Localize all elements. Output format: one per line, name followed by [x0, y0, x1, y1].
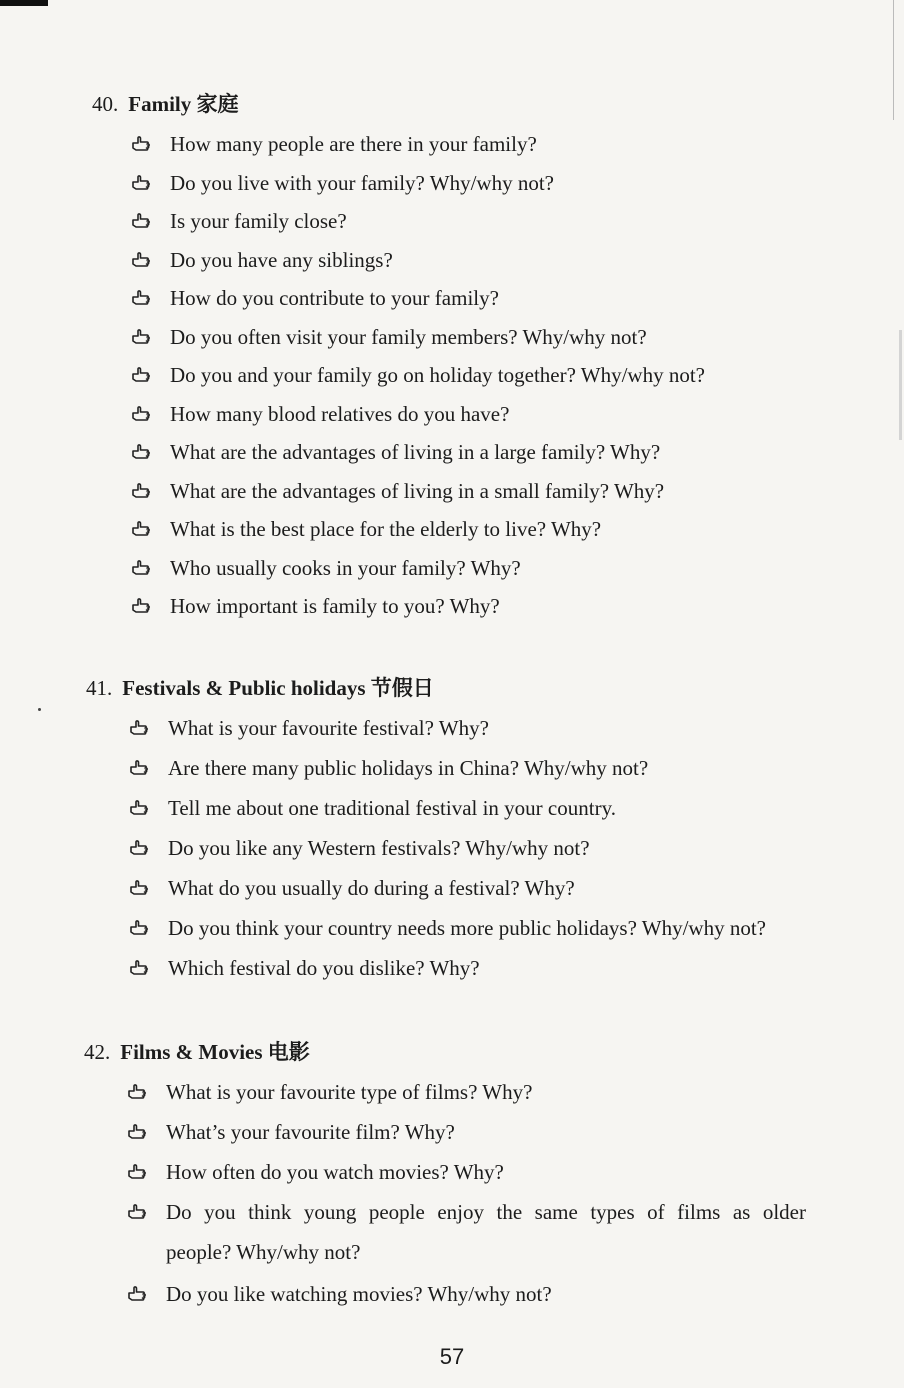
question-text: Do you think young people enjoy the same types of films as older	[166, 1200, 806, 1224]
question-text: Do you think your country needs more public holidays? Why/why not?	[168, 916, 767, 940]
pointing-hand-icon	[130, 173, 152, 195]
question-text: How often do you watch movies? Why?	[166, 1160, 504, 1184]
question-item	[130, 132, 537, 156]
question-text: Tell me about one traditional festival in your country.	[168, 796, 616, 820]
question-item	[128, 796, 616, 820]
page-number: 57	[439, 1344, 465, 1369]
question-text: What is the best place for the elderly to live? Why?	[170, 517, 602, 541]
question-item	[130, 556, 521, 580]
scan-edge-line	[893, 0, 894, 120]
question-item	[130, 325, 647, 349]
question-item	[130, 286, 499, 310]
pointing-hand-icon	[126, 1122, 148, 1144]
question-item	[126, 1282, 552, 1306]
question-text: Are there many public holidays in China? Why/why not?	[168, 756, 649, 780]
question-text: How many people are there in your family?	[170, 132, 537, 156]
question-text: What is your favourite type of films? Why?	[166, 1080, 533, 1104]
question-item	[128, 756, 648, 780]
section-title: Festivals & Public holidays 节假日	[122, 676, 434, 700]
pointing-hand-icon	[130, 558, 152, 580]
question-item	[130, 440, 660, 464]
question-item	[126, 1080, 532, 1104]
question-text: How important is family to you? Why?	[170, 594, 500, 618]
question-item	[128, 836, 590, 860]
question-text: Do you have any siblings?	[170, 247, 393, 272]
pointing-hand-icon	[128, 878, 150, 900]
question-text: Is your family close?	[170, 209, 347, 233]
section-heading-films	[84, 1036, 310, 1066]
question-item	[130, 479, 664, 503]
pointing-hand-icon	[128, 798, 150, 820]
question-text: Do you and your family go on holiday together? Why/why not?	[170, 363, 706, 387]
pointing-hand-icon	[130, 211, 152, 233]
question-text: How do you contribute to your family?	[170, 286, 499, 310]
pointing-hand-icon	[130, 404, 152, 426]
section-number: 41.	[86, 676, 113, 700]
question-text: What is your favourite festival? Why?	[168, 716, 489, 740]
question-item	[130, 209, 347, 233]
pointing-hand-icon	[126, 1162, 148, 1184]
pointing-hand-icon	[130, 596, 152, 618]
pointing-hand-icon	[128, 718, 150, 740]
pointing-hand-icon	[128, 838, 150, 860]
question-item	[130, 517, 601, 541]
question-item	[128, 916, 766, 940]
pointing-hand-icon	[130, 327, 152, 349]
pointing-hand-icon	[128, 958, 150, 980]
question-text: Who usually cooks in your family? Why?	[170, 555, 521, 580]
question-item	[130, 363, 705, 387]
question-item	[130, 402, 509, 426]
pointing-hand-icon	[130, 250, 152, 272]
pointing-hand-icon	[130, 134, 152, 156]
section-title: Films & Movies 电影	[120, 1040, 310, 1064]
pointing-hand-icon	[130, 288, 152, 310]
pointing-hand-icon	[126, 1202, 148, 1224]
question-item	[128, 876, 575, 900]
section-heading-family	[92, 88, 239, 118]
question-item	[126, 1200, 806, 1224]
question-text: What’s your favourite film? Why?	[166, 1120, 455, 1144]
question-text: Do you live with your family? Why/why not?	[170, 170, 554, 195]
question-item	[130, 171, 554, 195]
question-item	[128, 956, 480, 980]
question-text: Do you like watching movies? Why/why not?	[166, 1282, 552, 1306]
scan-edge-shadow	[899, 330, 902, 440]
pointing-hand-icon	[130, 442, 152, 464]
question-continuation: people? Why/why not?	[166, 1240, 361, 1264]
pointing-hand-icon	[126, 1284, 148, 1306]
question-text: What do you usually do during a festival? Why?	[168, 876, 575, 900]
question-item	[130, 248, 393, 272]
section-heading-festivals	[86, 672, 434, 702]
pointing-hand-icon	[130, 481, 152, 503]
pointing-hand-icon	[130, 519, 152, 541]
pointing-hand-icon	[126, 1082, 148, 1104]
section-title: Family 家庭	[128, 92, 239, 116]
question-text: Do you like any Western festivals? Why/why not?	[168, 836, 590, 860]
pointing-hand-icon	[128, 918, 150, 940]
scan-edge-mark	[0, 0, 48, 6]
question-text: Which festival do you dislike? Why?	[168, 956, 480, 980]
pointing-hand-icon	[128, 758, 150, 780]
question-text: How many blood relatives do you have?	[170, 401, 510, 426]
question-item	[130, 594, 500, 618]
question-text: What are the advantages of living in a small family? Why?	[170, 478, 665, 503]
question-item	[126, 1120, 455, 1144]
question-text: Do you often visit your family members? Why/why not?	[170, 324, 647, 349]
question-text: What are the advantages of living in a large family? Why?	[170, 440, 661, 464]
section-number: 42.	[84, 1040, 111, 1064]
pointing-hand-icon	[130, 365, 152, 387]
section-number: 40.	[92, 92, 119, 116]
scan-dust-dot	[38, 708, 41, 711]
question-item	[128, 716, 489, 740]
question-item	[126, 1160, 504, 1184]
